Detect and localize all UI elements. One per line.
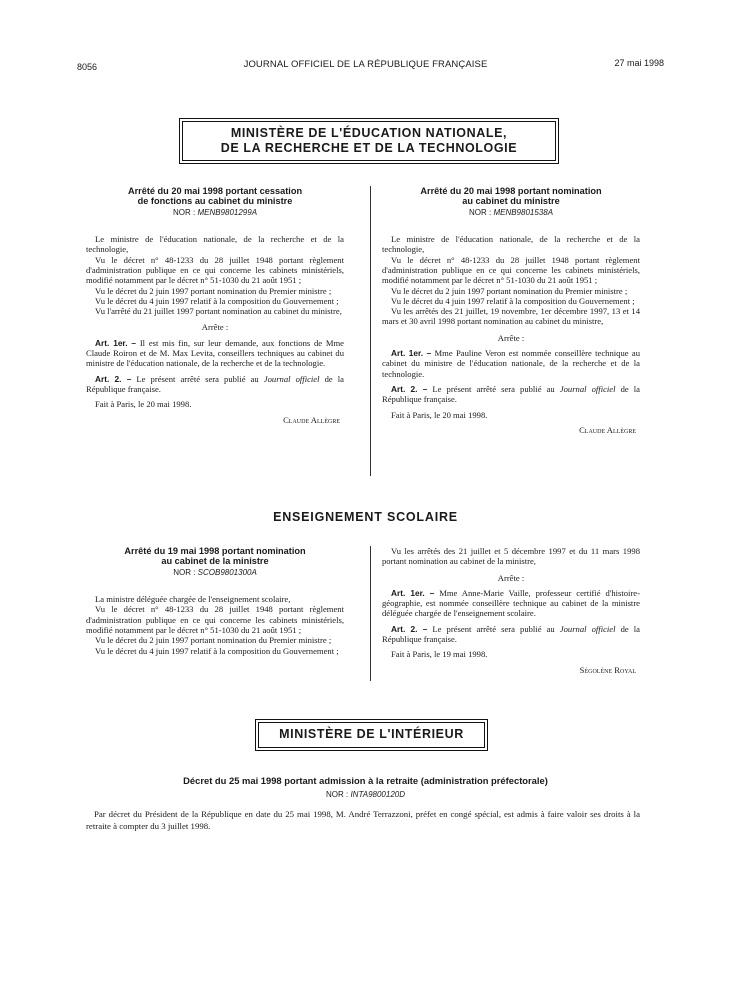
- nor-prefix: NOR :: [325, 790, 349, 799]
- article-1-text: Mme Pauline Veron est nommée conseillère technique au cabinet du ministre de l'éducation nationale, de la recherche et de la technologie.: [382, 348, 640, 379]
- arrete-label: Arrête :: [201, 322, 229, 333]
- nor-prefix: NOR :: [173, 567, 196, 577]
- visa-paragraph: Vu le décret n° 48-1233 du 28 juillet 1948 portant règlement d'administration publique en ce qui concerne les cabinets ministériels, modifié notamment par le décret n° 51-1030 du 21 août 1951 ;: [86, 254, 344, 286]
- signature: Claude Allègre: [283, 414, 340, 425]
- arrete-scolaire-title: [86, 546, 344, 567]
- article-2-text: Le présent arrêté sera publié au: [432, 383, 555, 394]
- nor-code: INTA9800120D: [350, 790, 406, 799]
- article-2: [382, 384, 640, 405]
- visa-paragraph: Vu l'arrêté du 21 juillet 1997 portant nomination au cabinet du ministre,: [95, 306, 342, 317]
- arrete-cessation-title-line1: Arrêté du 20 mai 1998 portant cessation: [127, 186, 303, 196]
- visa-paragraph: Vu les arrêtés des 21 juillet et 5 décembre 1997 et du 11 mars 1998 portant nomination au cabinet de la ministre,: [382, 546, 640, 567]
- arrete-scolaire-title-line2: au cabinet de la ministre: [161, 556, 269, 567]
- signature: Claude Allègre: [579, 424, 636, 435]
- arrete-nomination-scolaire-continued: [382, 546, 640, 675]
- article-1-label: Art. 1er. –: [95, 337, 137, 348]
- column-divider: [370, 546, 371, 681]
- article-2-label: Art. 2. –: [95, 373, 132, 384]
- visa-paragraph: Vu le décret du 2 juin 1997 portant nomination du Premier ministre ;: [95, 635, 332, 646]
- article-1: [382, 348, 640, 379]
- signature: Ségolène Royal: [579, 664, 636, 675]
- journal-title: JOURNAL OFFICIEL DE LA RÉPUBLIQUE FRANÇAISE: [243, 59, 488, 70]
- nor-prefix: NOR :: [468, 207, 492, 217]
- decret-body: Par décret du Président de la République en date du 25 mai 1998, M. André Terrazzoni, préfet en congé spécial, est admis à faire valoir ses droits à la retraite à compter du 3 juillet 1998.: [86, 809, 640, 831]
- visa-paragraph: Vu les arrêtés des 21 juillet, 19 novembre, 1er décembre 1997, 13 et 14 mars et 30 avril 1998 portant nomination au cabinet du ministre,: [382, 306, 640, 327]
- visa-paragraph: Vu le décret du 4 juin 1997 relatif à la composition du Gouvernement ;: [391, 295, 635, 306]
- arrete-label: Arrête :: [497, 572, 525, 583]
- decret-nor: [0, 790, 731, 799]
- column-divider: [370, 186, 371, 476]
- visa-paragraph: Vu le décret du 2 juin 1997 portant nomination du Premier ministre ;: [391, 285, 628, 296]
- arrete-cessation: [86, 186, 344, 425]
- visa-paragraph: Le ministre de l'éducation nationale, de la recherche et de la technologie,: [382, 234, 640, 255]
- visa-paragraph: La ministre déléguée chargée de l'enseignement scolaire,: [95, 594, 291, 605]
- arrete-nomination-title: [382, 186, 640, 207]
- visa-paragraph: Vu le décret n° 48-1233 du 28 juillet 1948 portant règlement d'administration publique en ce qui concerne les cabinets ministériels, modifié notamment par le décret n° 51-1030 du 21 août 1951 ;: [86, 604, 344, 635]
- ministry-education-heading: [182, 121, 556, 161]
- article-2-text-end: de la République française.: [382, 623, 640, 645]
- article-2-text: Le présent arrêté sera publié au: [136, 373, 259, 384]
- page-number: 8056: [77, 62, 98, 72]
- arrete-label: Arrête :: [497, 332, 525, 343]
- visa-paragraph: Vu le décret du 4 juin 1997 relatif à la composition du Gouvernement ;: [95, 645, 339, 656]
- arrete-cessation-title-line2: de fonctions au cabinet du ministre: [137, 196, 293, 207]
- article-2: [86, 374, 344, 395]
- article-1: [86, 338, 344, 369]
- ministry-education-line2: DE LA RECHERCHE ET DE LA TECHNOLOGIE: [220, 141, 518, 155]
- section-enseignement-scolaire: ENSEIGNEMENT SCOLAIRE: [273, 510, 458, 524]
- visa-paragraph: Vu le décret du 2 juin 1997 portant nomination du Premier ministre ;: [95, 285, 332, 296]
- article-1-text: Il est mis fin, sur leur demande, aux fonctions de Mme Claude Roiron et de M. Max Levita, conseillers techniques au cabinet du ministre de l'éducation nationale, de la recherche et de la technologie.: [86, 337, 344, 369]
- nor-code: MENB9801538A: [493, 207, 554, 217]
- arrete-nomination-title-line2: au cabinet du ministre: [462, 196, 560, 207]
- article-2-text-end: de la République française.: [86, 373, 344, 394]
- journal-officiel-ref: Journal officiel: [263, 373, 320, 384]
- nor-code: SCOB9801300A: [197, 567, 257, 577]
- arrete-cessation-title: [86, 186, 344, 207]
- article-2-label: Art. 2. –: [391, 383, 428, 394]
- arrete-scolaire-nor: [86, 568, 344, 578]
- arrete-nomination-education: [382, 186, 640, 435]
- fait-a-paris: Fait à Paris, le 20 mai 1998.: [95, 399, 192, 410]
- visa-paragraph: Le ministre de l'éducation nationale, de la recherche et de la technologie,: [86, 234, 344, 255]
- article-2: [382, 624, 640, 645]
- article-1-label: Art. 1er. –: [391, 587, 435, 598]
- nor-code: MENB9801299A: [197, 207, 258, 217]
- article-2-text: Le présent arrêté sera publié au: [432, 623, 555, 634]
- nor-prefix: NOR :: [172, 207, 196, 217]
- article-1: [382, 588, 640, 619]
- arrete-nomination-scolaire: [86, 546, 344, 656]
- fait-a-paris: Fait à Paris, le 19 mai 1998.: [391, 649, 488, 660]
- ministry-interieur-heading: MINISTÈRE DE L'INTÉRIEUR: [258, 722, 485, 748]
- issue-date: 27 mai 1998: [614, 58, 664, 68]
- arrete-nomination-nor: [382, 208, 640, 218]
- fait-a-paris: Fait à Paris, le 20 mai 1998.: [391, 409, 488, 420]
- ministry-education-line1: MINISTÈRE DE L'ÉDUCATION NATIONALE,: [230, 126, 508, 140]
- arrete-nomination-title-line1: Arrêté du 20 mai 1998 portant nomination: [420, 186, 602, 196]
- article-2-text-end: de la République française.: [382, 383, 640, 405]
- article-1-label: Art. 1er. –: [391, 348, 432, 359]
- decret-title: Décret du 25 mai 1998 portant admission à la retraite (administration préfectorale): [183, 775, 548, 786]
- visa-paragraph: Vu le décret du 4 juin 1997 relatif à la composition du Gouvernement ;: [95, 295, 339, 306]
- visa-paragraph: Vu le décret n° 48-1233 du 28 juillet 1948 portant règlement d'administration publique en ce qui concerne les cabinets ministériels, modifié notamment par le décret n° 51-1030 du 21 août 1951 ;: [382, 254, 640, 286]
- article-2-label: Art. 2. –: [391, 623, 428, 634]
- journal-officiel-ref: Journal officiel: [559, 623, 616, 634]
- arrete-scolaire-title-line1: Arrêté du 19 mai 1998 portant nomination: [124, 546, 306, 556]
- article-1-text: Mme Anne-Marie Vaille, professeur certifié d'histoire-géographie, est nommée conseillère technique au cabinet de la ministre déléguée chargée de l'enseignement scolaire.: [382, 587, 640, 619]
- journal-officiel-ref: Journal officiel: [559, 383, 616, 394]
- arrete-cessation-nor: [86, 208, 344, 218]
